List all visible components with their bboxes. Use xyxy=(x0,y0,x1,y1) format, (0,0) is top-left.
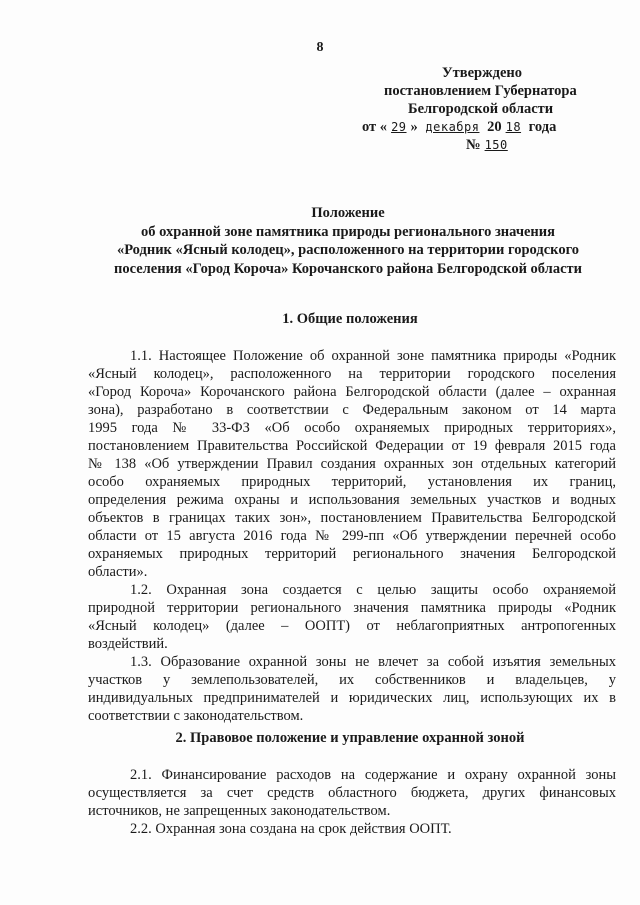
year-suffix: года xyxy=(528,119,557,135)
text-line: 2.2. Охранная зона создана на срок действия ООПТ. xyxy=(130,821,452,837)
text-line: особо охраняемых природных территорий, установления их границ, xyxy=(88,474,616,490)
approval-number xyxy=(350,136,630,154)
section-2-body xyxy=(88,766,616,838)
text-line: «Ясный колодец», расположенного на территории городского поселения xyxy=(88,366,616,382)
text-line: области от 15 августа 2016 года № 299-пп «Об утверждении перечней особо xyxy=(88,528,616,544)
text-line: № 138 «Об утверждении Правил создания охранных зон отдельных категорий xyxy=(88,456,616,472)
date-mid: » xyxy=(410,119,418,135)
year-prefix: 20 xyxy=(487,119,502,135)
text-line: «Ясный колодец» (далее – ООПТ) от неблагоприятных антропогенных xyxy=(88,618,616,634)
title-line-4: поселения «Город Короча» Корочанского района Белгородской области xyxy=(114,260,582,277)
page-number: 8 xyxy=(316,40,324,55)
decree-number: 150 xyxy=(484,138,508,152)
text-line: участков у землепользователей, их собственников и владельцев, у xyxy=(88,672,616,688)
text-line: 1.3. Образование охранной зоны не влечет за собой изъятия земельных xyxy=(130,654,616,670)
text-line: постановлением Правительства Российской Федерации от 19 февраля 2015 года xyxy=(88,438,616,454)
date-month: декабря xyxy=(425,120,480,134)
section-2-heading: 2. Правовое положение и управление охранной зоной xyxy=(175,730,525,746)
text-line: 1.2. Охранная зона создается с целью защиты особо охраняемой xyxy=(130,582,616,598)
text-line: 2.1. Финансирование расходов на содержание и охрану охранной зоны xyxy=(130,767,616,783)
text-line: зона), разработано в соответствии с Федеральным законом от 14 марта xyxy=(88,402,616,418)
text-line: 1.1. Настоящее Положение об охранной зоне памятника природы «Родник xyxy=(130,348,616,364)
number-prefix: № xyxy=(466,137,481,153)
approval-by: постановлением Губернатора xyxy=(384,83,577,99)
text-line: соответствии с законодательством. xyxy=(88,708,304,724)
text-line: «Город Короча» Корочанского района Белгородской области (далее – охранная xyxy=(88,384,616,400)
document-title xyxy=(88,204,608,278)
text-line: охраняемых природных территорий регионального значения Белгородской xyxy=(88,546,616,562)
text-line: 1995 года № 33-ФЗ «Об особо охраняемых природных территориях», xyxy=(88,420,616,436)
text-line: природной территории регионального значения памятника природы «Родник xyxy=(88,600,616,616)
text-line: осуществляется за счет средств областного бюджета, других финансовых xyxy=(88,785,616,801)
title-line-1: Положение xyxy=(311,205,385,221)
section-1-body xyxy=(88,347,616,725)
approval-date xyxy=(350,118,630,136)
title-line-3: «Родник «Ясный колодец», расположенного на территории городского xyxy=(116,242,580,258)
section-1-heading: 1. Общие положения xyxy=(282,311,418,327)
text-line: определения режима охраны и использования земельных участков и водных xyxy=(88,492,616,508)
title-line-2: об охранной зоне памятника природы регионального значения xyxy=(141,223,555,240)
approval-title: Утверждено xyxy=(442,65,522,81)
approval-region: Белгородской области xyxy=(408,101,554,117)
date-year: 18 xyxy=(505,120,522,134)
text-line: источников, не запрещенных законодательством. xyxy=(88,803,391,819)
date-prefix: от « xyxy=(362,119,388,135)
text-line: объектов в границах таких зон», постановлением Правительства Белгородской xyxy=(88,510,616,526)
text-line: индивидуальных предпринимателей и юридических лиц, использующих их в xyxy=(88,690,616,706)
approval-stamp xyxy=(350,64,630,154)
date-day: 29 xyxy=(391,120,407,134)
text-line: области». xyxy=(88,564,148,580)
text-line: воздействий. xyxy=(88,636,168,652)
